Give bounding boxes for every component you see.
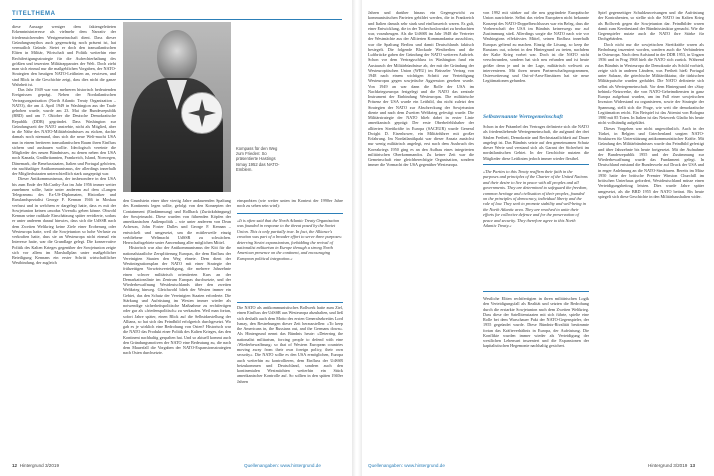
left-column-3-top: einsprobten (wie weiter unten im Kontext der 1990er Jahre noch zu sehen sein wird): <box>237 198 343 209</box>
nato-compass-icon <box>181 92 223 134</box>
kicker-rule <box>12 19 342 20</box>
left-column-2 <box>123 198 231 458</box>
right-column-2-top: von 1992 mit stärker auf die neu gegründete Europäische Union ausrichtete. Selbst das vielen Europäern nicht bekannte Konzept des NATO-Doppelbeschlusses war ein Beleg, dass die Vorherrschaft der USA im Bündnis keineswegs nur auf Zustimmung stieß. Allerdings sorgte die NATO nach wie vor Washingtons effektivstes Mittel, seinen Einfluss innerhalb Europas geltend zu machen. Einzig die Lösung, so keep the Russians out, scheint in den Hintergrund zu treten, nachdem der Kalte Krieg vorbei war. Doch ist die NATO nicht verschwunden, sondern hat sich neu erfunden und ist heute größer denn je und in der Lage, militärisch weltweit zu intervenieren. Mit ihren neuen Partnerschaftsprogrammen, Osterweiterung und Out-of-Area-Einsätzen hat sie neue Legitimationen gefunden. <box>483 10 589 84</box>
nato-emblem-photo <box>123 22 231 192</box>
right-column-2-mid: Schon in der Präambel des Vertrages definierte sich die NATO als friedensliebende Wertegemeinschaft, die aufgrund der drei Säulen Freiheit, Demokratie und Rechtsstaatlichkeit auf Dauer angelegt ist. Das Bündnis setzte auf den gemeinsamen Schutz dieser Werte und verstand sich als Garant der Sicherheit im nordatlantischen Gebiet. In der Geschichte nutzten die Mitglieder diese Leitlinien jedoch immer wieder flexibel. <box>483 124 589 161</box>
page-number: 13 <box>689 463 696 468</box>
pull-quote-right: »The Parties to this Treaty reaffirm their faith in the purposes and principles of the Charter of the United Nations and their desire to live in peace with all peoples and all governments. They are determined to safeguard the freedom, common heritage and civilisation of their peoples, founded on the principles of democracy, individual liberty and the rule of law. They seek to promote stability and well-being in the North Atlantic area. They are resolved to unite their efforts for collective defence and for the preservation of peace and security. They therefore agree to this North Atlantic Treaty.« <box>483 164 589 292</box>
portrait-head <box>157 30 197 82</box>
footer-source-left <box>244 463 321 468</box>
right-column-1: Jahren und darüber hinaus ein Gegengewicht zu kommunistischen Parteien gebildet werden, die in Frankreich und Italien damals sehr stark und einflussreich waren. Es galt, einer Entwicklung, die in der Tschechoslowakei zu beobachten war, vorzubeugen. Als die UdSSR im Jahr 1948 die Vertreter der Westmächte aus der Alliierten Kommandantur ausschloss, war die Spaltung Berlins und damit Deutschlands faktisch besiegelt. Die folgende Blockade Westberlins und die Luftbrücke gaben der Gründung der NATO weiteren Auftrieb. Schon vor dem Vertragsschluss in Washington fand ein Austausch der Militärbündnisse ab, der mit der Gründung der Westeuropäischen Union (WEU) im Brüsseler Vertrag von 1948 nach einem wichtigen Schritt zur Verteidigung Westeuropas gegen sowjetische Aggression gesehen wurde. Von 1949 an war dann die Rolle der USA im Nachkriegseuropa festgelegt und die NATO das zentrale Instrument der Einbindung Westeuropas. Die militärische Präsenz der USA wurde ein Leitbild, das nicht zuletzt den Strategien der NATO zur Abschreckung der Sowjetunion diente und nach dem Zweiten Weltkrieg gefestigt wurde. Die Militärstrategie der NATO blieb dabei in erster Linie amerikanisch geprägt: Der erste Oberbefehlshaber der alliierten Streitkräfte in Europa (SACEUR) wurde General Dwight D. Eisenhower, ein Militärführer mit großer Erfahrung. Im Nordatlantikpakt war dieser Ansatz zunächst nur wenig militärisch angelegt, erst nach dem Ausbruch des Koreakriegs 1950 ging es an den Aufbau eines integrierten militärischen Oberkommandos. Zu keiner Zeit war die Gemeinschaft eine gleichberechtigte Organisation, sondern immer die Vormacht der USA gegenüber Westeuropa. <box>368 10 474 168</box>
paragraph: den Grundstein einer über viertig Jahre andauernden Spaltung des Kontinents legen sollte, gefolgt von den Konzepten der Containment (Eindämmung) und Rollback (Zurückdrängung) der Sowjetmacht. Diese wurden von führenden Köpfen der amerikanischen Außenpolitik – wie unter anderem von Dean Acheson, John Foster Dulles und George F. Kennan – entwickelt und umgesetzt, um die mittlerweile einzig verbliebene Weltmacht UdSSR zu schwächen. Herrschaftsgebiete unter Anwendung aller möglichen Mittel. <box>123 198 231 245</box>
paragraph: Doch nicht nur die sowjetischen Streitkräfte waren als Bedrohung inszeniert worden, sondern auch die Verbündeten in Osteuropa. Nach dem Aufstand in der DDR 1953, in Ungarn 1956 und in Prag 1968 hielt die NATO sich zurück. Während das Bündnis in Westeuropa die Demokratie als Schild vorhielt, zeigte sich in anderen Ländern, was Freiheit hieß: Portugal unter Salazar, die griechische Militärdiktatur, die türkischen Militärputsche wurden geduldet. Die NATO definierte sich selbst als Wertegemeinschaft. Vor dem Hintergrund der »Stay behind«-Netzwerke, die von NATO-Geheimdiensten in ganz Europa aufgebaut wurden, um im Fall einer sowjetischen Invasion Widerstand zu organisieren, sowie der Strategie der Spannung, stellt sich die Frage, wie weit die demokratische Legitimation reicht. Ein Beispiel ist das Attentat von Bologna 1980 mit 85 Toten. In Italien ist das Netzwerk Gladio bis heute nicht vollständig aufgeklärt. <box>598 41 704 126</box>
right-column-3 <box>598 10 704 458</box>
gutter <box>352 0 362 476</box>
left-column-1 <box>12 24 116 458</box>
left-column-3-bottom: Die NATO als antikommunistisches Bollwerk hatte zum Ziel, einen Einfluss der UdSSR aus Westeuropa abzuhalten, und ließ sich deshalb auch dem Motto des ersten Generalsekretärs Lord Ismay, den Bestrebungen dieser Zeit herausstellen: »To keep the Americans in, the Russians out, and the Germans down«. Als Hintergrund nennt das Bündnis heute: »Deterring the nationalist militarism, forcing people to defend with eine ›Wiederbewaffnung‹ so that of Western European countries moving away from their own foreign policy, their own security«. Die NATO sollte es den USA ermöglichen, Europa auch weiterhin zu kontrollieren, dem Einfluss der UdSSR beizukommen und Deutschland, sondern auch den kontinentalen Westmächten weiterhin ein Stück amerikanischer Kontrolle auf. So sollten in den späten 1940er Jahren <box>237 305 343 384</box>
paragraph: Spiel gegenseitiger Schuldzuweisungen und die Aufrüstung der Kontrahenten, so stellte sich die NATO im Kalten Krieg als Bollwerk gegen die Sowjetunion dar. Feindbilder waren damit zum Kernbestand der Bündnisstruktur gemacht. Wie die Gegenspieler nutzte auch die NATO ihre Stärke für Drohgebärden. <box>598 10 704 42</box>
right-page <box>362 0 714 476</box>
issue-label: Hintergrund 3/2019 <box>648 463 688 468</box>
issue-label: Hintergrund 3/2019 <box>19 463 60 468</box>
footer-right <box>648 463 695 468</box>
section-kicker: TITELTHEMA <box>12 11 56 17</box>
source-link[interactable]: Quellenangaben: www.hintergrund.de <box>244 463 321 468</box>
paragraph: diese Aussage weniger dem faktengeleiteten Erkenntnisinteresse als vielmehr dem Narrativ der friedenssichernden Westgemeinschaft dient. Dass dieser Gründungsmythos auch gegenwärtig noch präsent ist, hat vermutlich Gründe. Stetet er doch den transatlantischen Eliten in Militär, Wirtschaft und Politik weiterhin eine Rechtfertigungsstrategie für die Aufrechterhaltung des größten und teuersten Militärapparates der Welt. Doch zieht man sich einmal nur die maßgeblichen Vorgaben, der NATO-Strategien den heutigen NATO-Leitlinien an, erwiesen, und sind Blick in die Geschichte zeigt, dass dies nicht die ganze Wahrheit ist. <box>12 24 116 87</box>
left-page <box>0 0 352 476</box>
footer-source-right <box>368 463 445 468</box>
page-number: 12 <box>12 463 18 468</box>
footer-left <box>12 463 59 468</box>
paragraph: Dieses Vorgehen war nicht ungewöhnlich. Auch in der Türkei, in Belgien und Griechenland sorgten NATO-Strukturen für Unterstützung antikommunistischer Kräfte. Mit Gründung des Militärbündnisses wurde das Feindbild gefestigt und über Jahrzehnte bis heute fortgesetzt. Mit der Aufnahme der Bundesrepublik 1955 und der Zustimmung zur Wiederbewaffnung wurde das Fundament gelegt. In Deutschland entstand die Bundeswehr auf Druck der USA und in enger Anlehnung an die NATO-Strukturen. Bereits im März 1950 hatte der britische Premier Winston Churchill im britischen Unterhaus gefordert, Westdeutschland müsse einen Verteidigungsbeitrag leisten. Dies wurde Jahre später umgesetzt, als die BRD 1955 der NATO beitrat. Bis heute spiegelt sich diese Geschichte in den Militärhaushalten wider. <box>598 125 704 199</box>
source-link[interactable]: Quellenangaben: www.hintergrund.de <box>368 463 445 468</box>
paragraph: Historisch war also der Antikommunismus der Kitt für die nationalstaatliche Zersplitterung Europas, die dem Einfluss der Vereinigten Staaten den Weg ebnete. Dem dient der Westintegrationsplan der NATO mit einer Strategie der frühzeitigen Vorwärtsverteidigung, die mehrere Jahrzehnte einen schwer militärisch orientierten Kurs an der Demarkationslinie im Zentrum Europas durchsetzte, und der Wiederbewaffnung Westdeutschlands über den zweiten Weltkrieg hinweg. Gleichwohl blieb der Westen immer ein Gebiet, das den Schutz der Vereinigten Staaten erforderte. Die Stärkung und Aufrüstung im Westen immer wieder als notwendige sicherheitspolitische Maßnahme zu rechtfertigen oder gar als »friedenspolitisch« zu verkaufen. Weil man fortan, sofort Jahre später, einen Blick auf die Selbstdarstellung der Allianz, so hat sich das Feindbild erfolgreich durchgesetzt. Wo gab es je wirklich eine Bedrohung von Osten? Historisch war die NATO das Produkt einer Politik des Kalten Krieges, das den Kontinent nachhaltig gespalten hat. Und so aktuell kommt auch den Gründungsmotiven der NATO eine Bedeutung zu, die nach dem Mauerfall die Vorgaben der NATO-Expansionsstrategien nach Osten durchsetzte. <box>123 245 231 356</box>
section-subhead: Selbsternannte Wertegemeinschaft <box>483 114 563 120</box>
paragraph: Dieser Antikommunismus, der insbesondere in den USA bis zum Ende der McCarthy-Ära im Jahr 1956 immer weiter zunehmen sollte, hatte unter anderem auf dem »Langen Telegramm« des Ex-US-Diplomaten, Historiker und Russlandspezialist George F. Kennan 1946 in Moskau verfasst und in welchem er dargelegt hatte, dass es mit der Sowjetunion keinen »modus Vivendi« geben könne. Obwohl Kennan seine radikale Einschätzung später revidierte, sodass er unter anderem darauf hinwies, dass sich die UdSSR nach dem Zweiten Weltkrieg keine Ziele einer Eroberung oder Westeuropa hatte, weil die Sowjetunion so hohe Verluste zu verkraften hatte, dass sie an Westeuropa nicht einmal ein Interesse hatte, war die Grundlage gelegt. Die konservative Politik des Kalten Krieges gegenüber der Sowjetunion zeigte sich vor allem im Marshallplan unter maßgeblicher Beteiligung Kennans ein erster Schritt wirtschaftlicher Westbindung, der zugleich <box>12 176 116 266</box>
right-column-2-bottom: Westliche Eliten rechtfertigten in ihren militärischen Logik den Verteidigungsfall als Realität und setzten die Bedrohung durch die erstarkte Sowjetunion nach dem Zweiten Weltkrieg. Dass diese der Satellitenstaaten mit sich führte, spielte eine Rolle bei dem Warschauer Pakt der NATO-Gegenspieler, der 1955 gegründet wurde. Diese Bündnis-Rivalität bestimmte fortan das Kräfteverhältnis in Europa, der Aufrüstung. Die Konflikte wurden immer wieder als Verteidigung der westlichen Lebensart inszeniert und die Expansionen der kapitalistischen Hegemonie nachhaltig gesichert. <box>483 296 589 349</box>
paragraph: Das Jahr 1949 war von mehreren historisch bedeutenden Ereignissen geprägt. Neben der Nordatlantischen Vertragsorganisation (North Atlantic Treaty Organization – NATO), die am 4. April 1949 in Washington aus der Taufe gehoben wurde, wurde am 23. Mai die Bundesrepublik (BRD) und am 7. Oktober die Deutsche Demokratische Republik (DDR) gegründet. Dass Washington zur Gründungszeit der NATO anstrebte, nicht als Mitglied, aber in die Nähe des NATO-Militärbündnisses zu rücken, dachte damals noch niemand, dass sich die neue Welt-macht USA nun in einem breiteren transatlantischen Raum ihren Einfluss sichern und ausbauen wollte. Ideologisch vereinte die Mitglieder des neuen Bündnisses, zu denen neben den USA noch Kanada, Großbritannien, Frankreich, Island, Norwegen, Dänemark, die Beneluxstaaten, Italien und Portugal gehörten, ein nachhaltiger Antikommunismus, der allerdings innerhalb der Mitgliedsstaaten unterschiedlich stark ausgeprägt war. <box>12 87 116 176</box>
pull-quote-left: »It is often said that the North Atlantic Treaty Organization was founded in response to the threat posed by the Soviet Union. This is only partially true. In fact, the Alliance's creation was part of a broader effort to serve three purposes: deterring Soviet expansionism, forbidding the revival of nationalist militarism in Europe through a strong North American presence on the continent, and encouraging European political integration.« <box>237 213 343 303</box>
photo-caption: Kompass für den Weg zum Frieden: So präsentierte Hastings Ismay 1952 das NATO-Emblem. <box>236 146 280 172</box>
